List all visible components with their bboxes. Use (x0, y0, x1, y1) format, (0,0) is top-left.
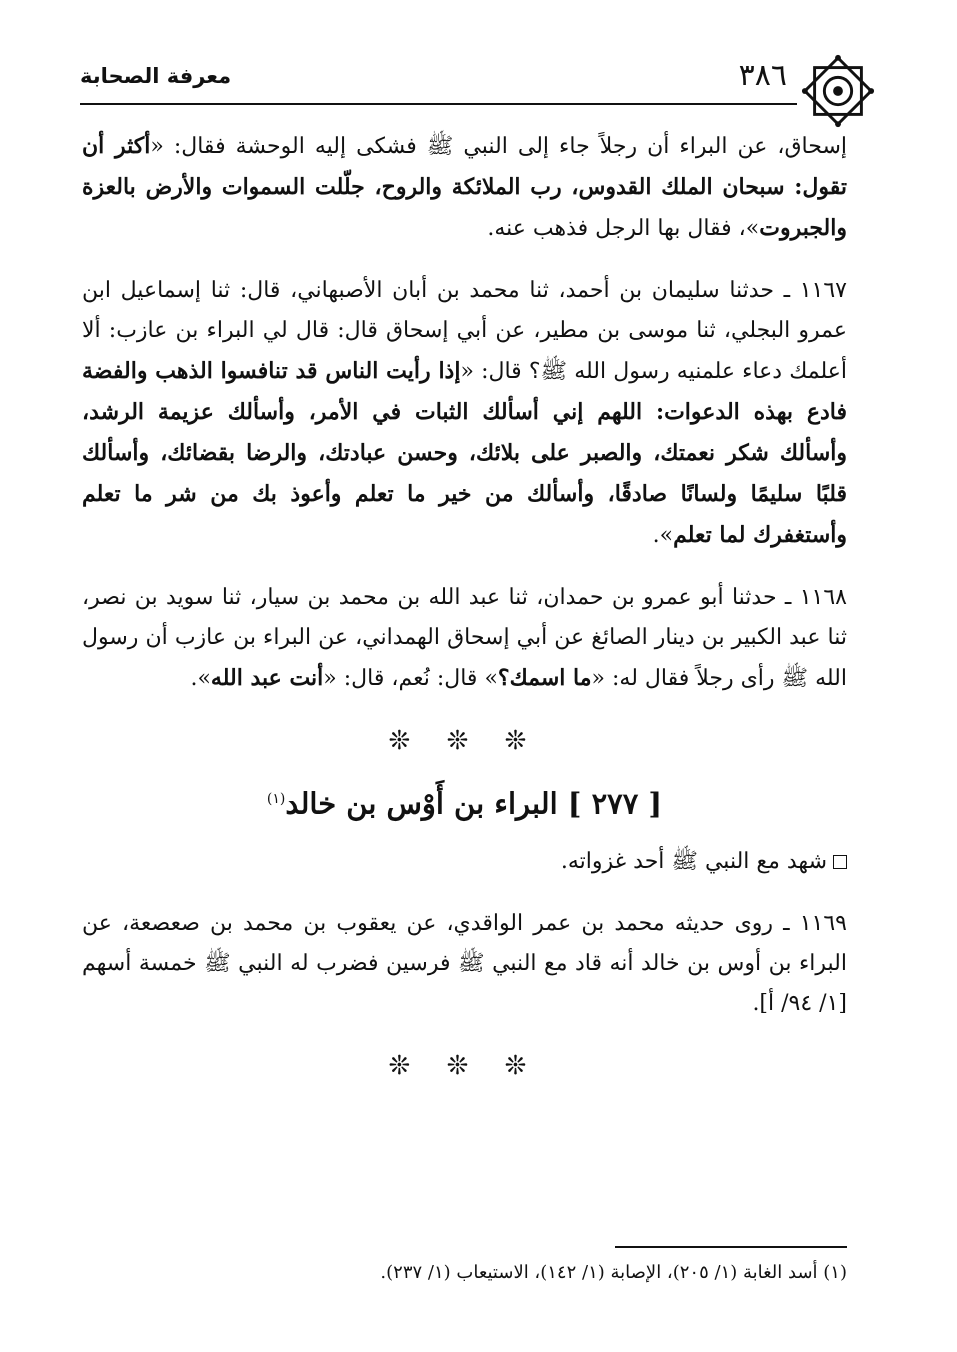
section-separator: ❊ ❊ ❊ (388, 726, 541, 756)
bold-text: أنت عبد الله (210, 665, 324, 691)
footnote-rule (615, 1246, 847, 1248)
chapter-heading (82, 779, 847, 824)
square-marker-icon (833, 855, 847, 869)
paragraph-1169: ١١٦٩ ـ روى حديثه محمد بن عمر الواقدي، عن يعقوب بن محمد بن صعصعة، عن البراء بن أوس بن خالد أنه قاد مع النبي ﷺ فرسين فضرب له النبي ﷺ خمسة أسهم [١/ ٩٤/ أ]. (82, 910, 847, 1016)
bold-text: ما اسمك؟ (497, 665, 592, 691)
page-body (82, 126, 847, 1104)
footnote-ref: (١) (266, 791, 286, 807)
header-rule (80, 103, 797, 105)
running-title: معرفة الصحابة (80, 64, 232, 88)
paragraph-1167: ١١٦٧ ـ حدثنا سليمان بن أحمد، ثنا محمد بن أبان الأصبهاني، قال: ثنا إسماعيل ابن عمرو البجلي، ثنا موسى بن مطير، عن أبي إسحاق قال: قال لي البراء بن عازب: ألا أعلمك دعاء علمنيه رسول الله ﷺ؟ قال: «إذا رأيت الناس قد تنافسوا الذهب والفضة فادع بهذه الدعوات: اللهم إني أسألك الثبات في الأمر، وأسألك عزيمة الرشد، وأسألك شكر نعمتك، والصبر على بلائك، وحسن عبادتك، والرضا بقضائك، وأسألك قلبًا سليمًا ولسانًا صادقًا، وأسألك من خير ما تعلم وأعوذ بك من شر ما تعلم وأستغفرك لما تعلم». (82, 278, 847, 548)
paragraph-intro: شهد مع النبي ﷺ أحد غزواته. (82, 842, 847, 882)
paragraph-1: إسحاق، عن البراء أن رجلاً جاء إلى النبي ﷺ فشكى إليه الوحشة فقال: «أكثر أن تقول: سبحان الملك القدوس، رب الملائكة والروح، جلّلت السموات والأرض بالعزة والجبروت»، فقال بها الرجل فذهب عنه. (82, 133, 848, 241)
section-separator-2: ❊ ❊ ❊ (388, 1050, 541, 1081)
page-number: ٣٨٦ (738, 58, 787, 93)
footnote: (١) أسد الغابة (١/ ٢٠٥)، الإصابة (١/ ١٤٢)، الاستيعاب (١/ ٢٣٧). (380, 1262, 847, 1283)
bold-text: إذا رأيت الناس قد تنافسوا الذهب والفضة فادع بهذه الدعوات: اللهم إني أسألك الثبات في الأمر، وأسألك عزيمة الرشد، وأسألك شكر نعمتك، والصبر على بلائك، وحسن عبادتك، والرضا بقضائك، وأسألك قلبًا سليمًا ولسانًا صادقًا، وأسألك من خير ما تعلم وأعوذ بك من شر ما تعلم وأستغفرك لما تعلم (82, 358, 847, 548)
bold-text: أكثر أن تقول: سبحان الملك القدوس، رب الملائكة والروح، جلّلت السموات والأرض بالعزة والجبروت (82, 133, 847, 241)
page-header (80, 58, 877, 104)
ornament-icon (799, 52, 877, 130)
paragraph-1168: ١١٦٨ ـ حدثنا أبو عمرو بن حمدان، ثنا عبد الله بن محمد بن سيار، ثنا سويد بن نصر، ثنا عبد الكبير بن دينار الصائغ عن أبي إسحاق الهمداني، عن البراء بن عازب أن رسول الله ﷺ رأى رجلاً فقال له: «ما اسمك؟» قال: نُعم، قال: «أنت عبد الله». (82, 585, 847, 691)
chapter-title: [ ٢٧٧ ] البراء بن أَوْس بن خالد (285, 786, 663, 821)
